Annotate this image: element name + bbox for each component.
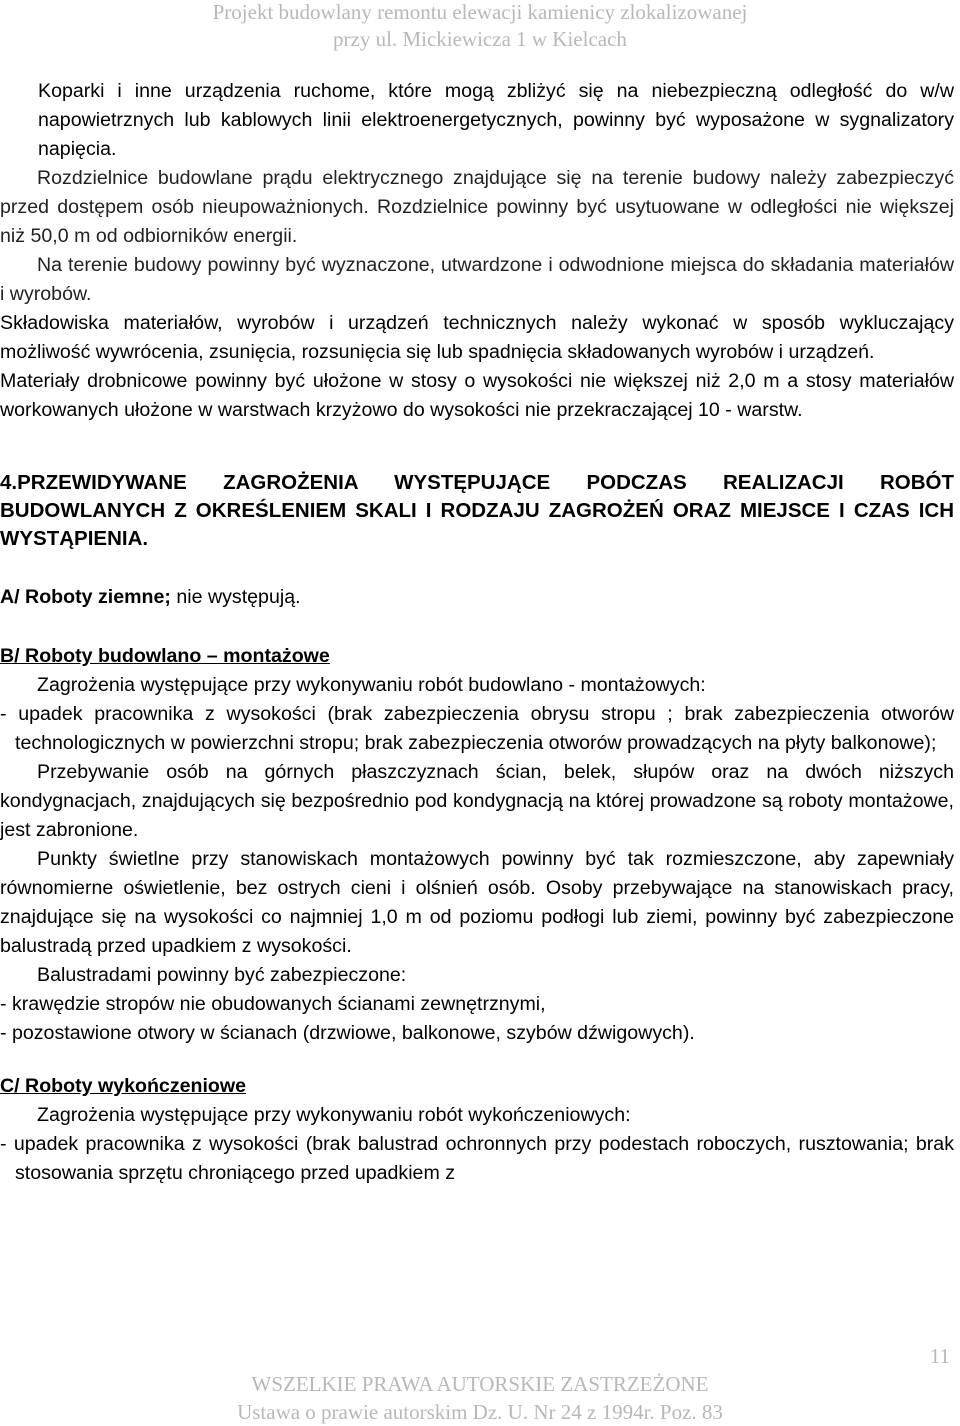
subsection-b-dash-edges: - krawędzie stropów nie obudowanych ścianami zewnętrznymi,	[0, 993, 546, 1015]
subsection-a-text: nie występują.	[170, 586, 301, 608]
subsection-c-bullet-fall: - upadek pracownika z wysokości (brak balustrad ochronnych przy podestach roboczych, rusztowania; brak stosowania sprzętu chroniącego przed upadkiem z	[0, 1133, 954, 1184]
subsection-b-paragraph-balustrades: Balustradami powinny być zabezpieczone:	[37, 964, 407, 986]
paragraph-excavators	[0, 77, 954, 164]
header-line-2: przy ul. Mickiewicza 1 w Kielcach	[333, 27, 627, 51]
subsection-b-intro: Zagrożenia występujące przy wykonywaniu robót budowlano - montażowych:	[37, 674, 706, 696]
paragraph-switchboards: Rozdzielnice budowlane prądu elektrycznego znajdujące się na terenie budowy należy zabezpieczyć przed dostępem osób nieupoważnionych. Rozdzielnice powinny być usytuowane w odległości nie większej niż 50,0 m od odbiorników energii.	[0, 167, 954, 247]
subsection-a	[0, 583, 954, 612]
paragraph-text: Koparki i inne urządzenia ruchome, które mogą zbliżyć się na niebezpieczną odległość do w/w napowietrznych lub kablowych linii elektroenergetycznych, powinny być wyposażone w sygnalizatory napięcia.	[38, 80, 954, 160]
subsection-b-paragraph-lighting: Punkty świetlne przy stanowiskach montażowych powinny być tak rozmieszczone, aby zapewniały równomierne oświetlenie, bez ostrych cieni i olśnień osób. Osoby przebywające na stanowiskach pracy, znajdujące się na wysokości co najmniej 1,0 m od poziomu podłogi lub ziemi, powinny być zabezpieczone balustradą przed upadkiem z wysokości.	[0, 848, 954, 957]
subsection-b-heading	[0, 642, 954, 671]
subsection-c-heading	[0, 1072, 954, 1101]
subsection-b-bullet-fall: - upadek pracownika z wysokości (brak zabezpieczenia obrysu stropu ; brak zabezpieczenia otworów technologicznych w powierzchni stropu; brak zabezpieczenia otworów prowadzących na płyty balkonowe);	[0, 703, 954, 754]
paragraph-storage-yards: Składowiska materiałów, wyrobów i urządzeń technicznych należy wykonać w sposób wykluczający możliwość wywrócenia, zsunięcia, rozsunięcia się lub spadnięcia składowanych wyrobów i urządzeń.	[0, 312, 954, 363]
footer-line-2: Ustawa o prawie autorskim Dz. U. Nr 24 z 1994r. Poz. 83	[237, 1400, 723, 1424]
header-line-1: Projekt budowlany remontu elewacji kamienicy zlokalizowanej	[212, 0, 748, 24]
subsection-c-label: C/ Roboty wykończeniowe	[0, 1075, 247, 1097]
subsection-a-label: A/ Roboty ziemne;	[0, 586, 171, 608]
section-4-heading: 4.PRZEWIDYWANE ZAGROŻENIA WYSTĘPUJĄCE PODCZAS REALIZACJI ROBÓT BUDOWLANYCH Z OKREŚLENIEM SKALI I RODZAJU ZAGROŻEŃ ORAZ MIEJSCE I CZAS ICH WYSTĄPIENIA.	[0, 471, 954, 550]
footer-line-1: WSZELKIE PRAWA AUTORSKIE ZASTRZEŻONE	[251, 1372, 709, 1396]
subsection-b-dash-openings: - pozostawione otwory w ścianach (drzwiowe, balkonowe, szybów dźwigowych).	[0, 1022, 695, 1044]
paragraph-piece-materials: Materiały drobnicowe powinny być ułożone w stosy o wysokości nie większej niż 2,0 m a stosy materiałów workowanych ułożone w warstwach krzyżowo do wysokości nie przekraczającej 10 - warstw.	[0, 370, 954, 421]
subsection-b-paragraph-presence: Przebywanie osób na górnych płaszczyznach ścian, belek, słupów oraz na dwóch niższych kondygnacjach, znajdujących się bezpośrednio pod kondygnacją na której prowadzone są roboty montażowe, jest zabronione.	[0, 761, 954, 841]
subsection-b-label: B/ Roboty budowlano – montażowe	[0, 645, 330, 667]
page-number: 11	[929, 1344, 950, 1368]
subsection-c-intro: Zagrożenia występujące przy wykonywaniu robót wykończeniowych:	[37, 1104, 631, 1126]
paragraph-storage-areas: Na terenie budowy powinny być wyznaczone, utwardzone i odwodnione miejsca do składania materiałów i wyrobów.	[0, 254, 954, 305]
document-body	[0, 77, 954, 1188]
